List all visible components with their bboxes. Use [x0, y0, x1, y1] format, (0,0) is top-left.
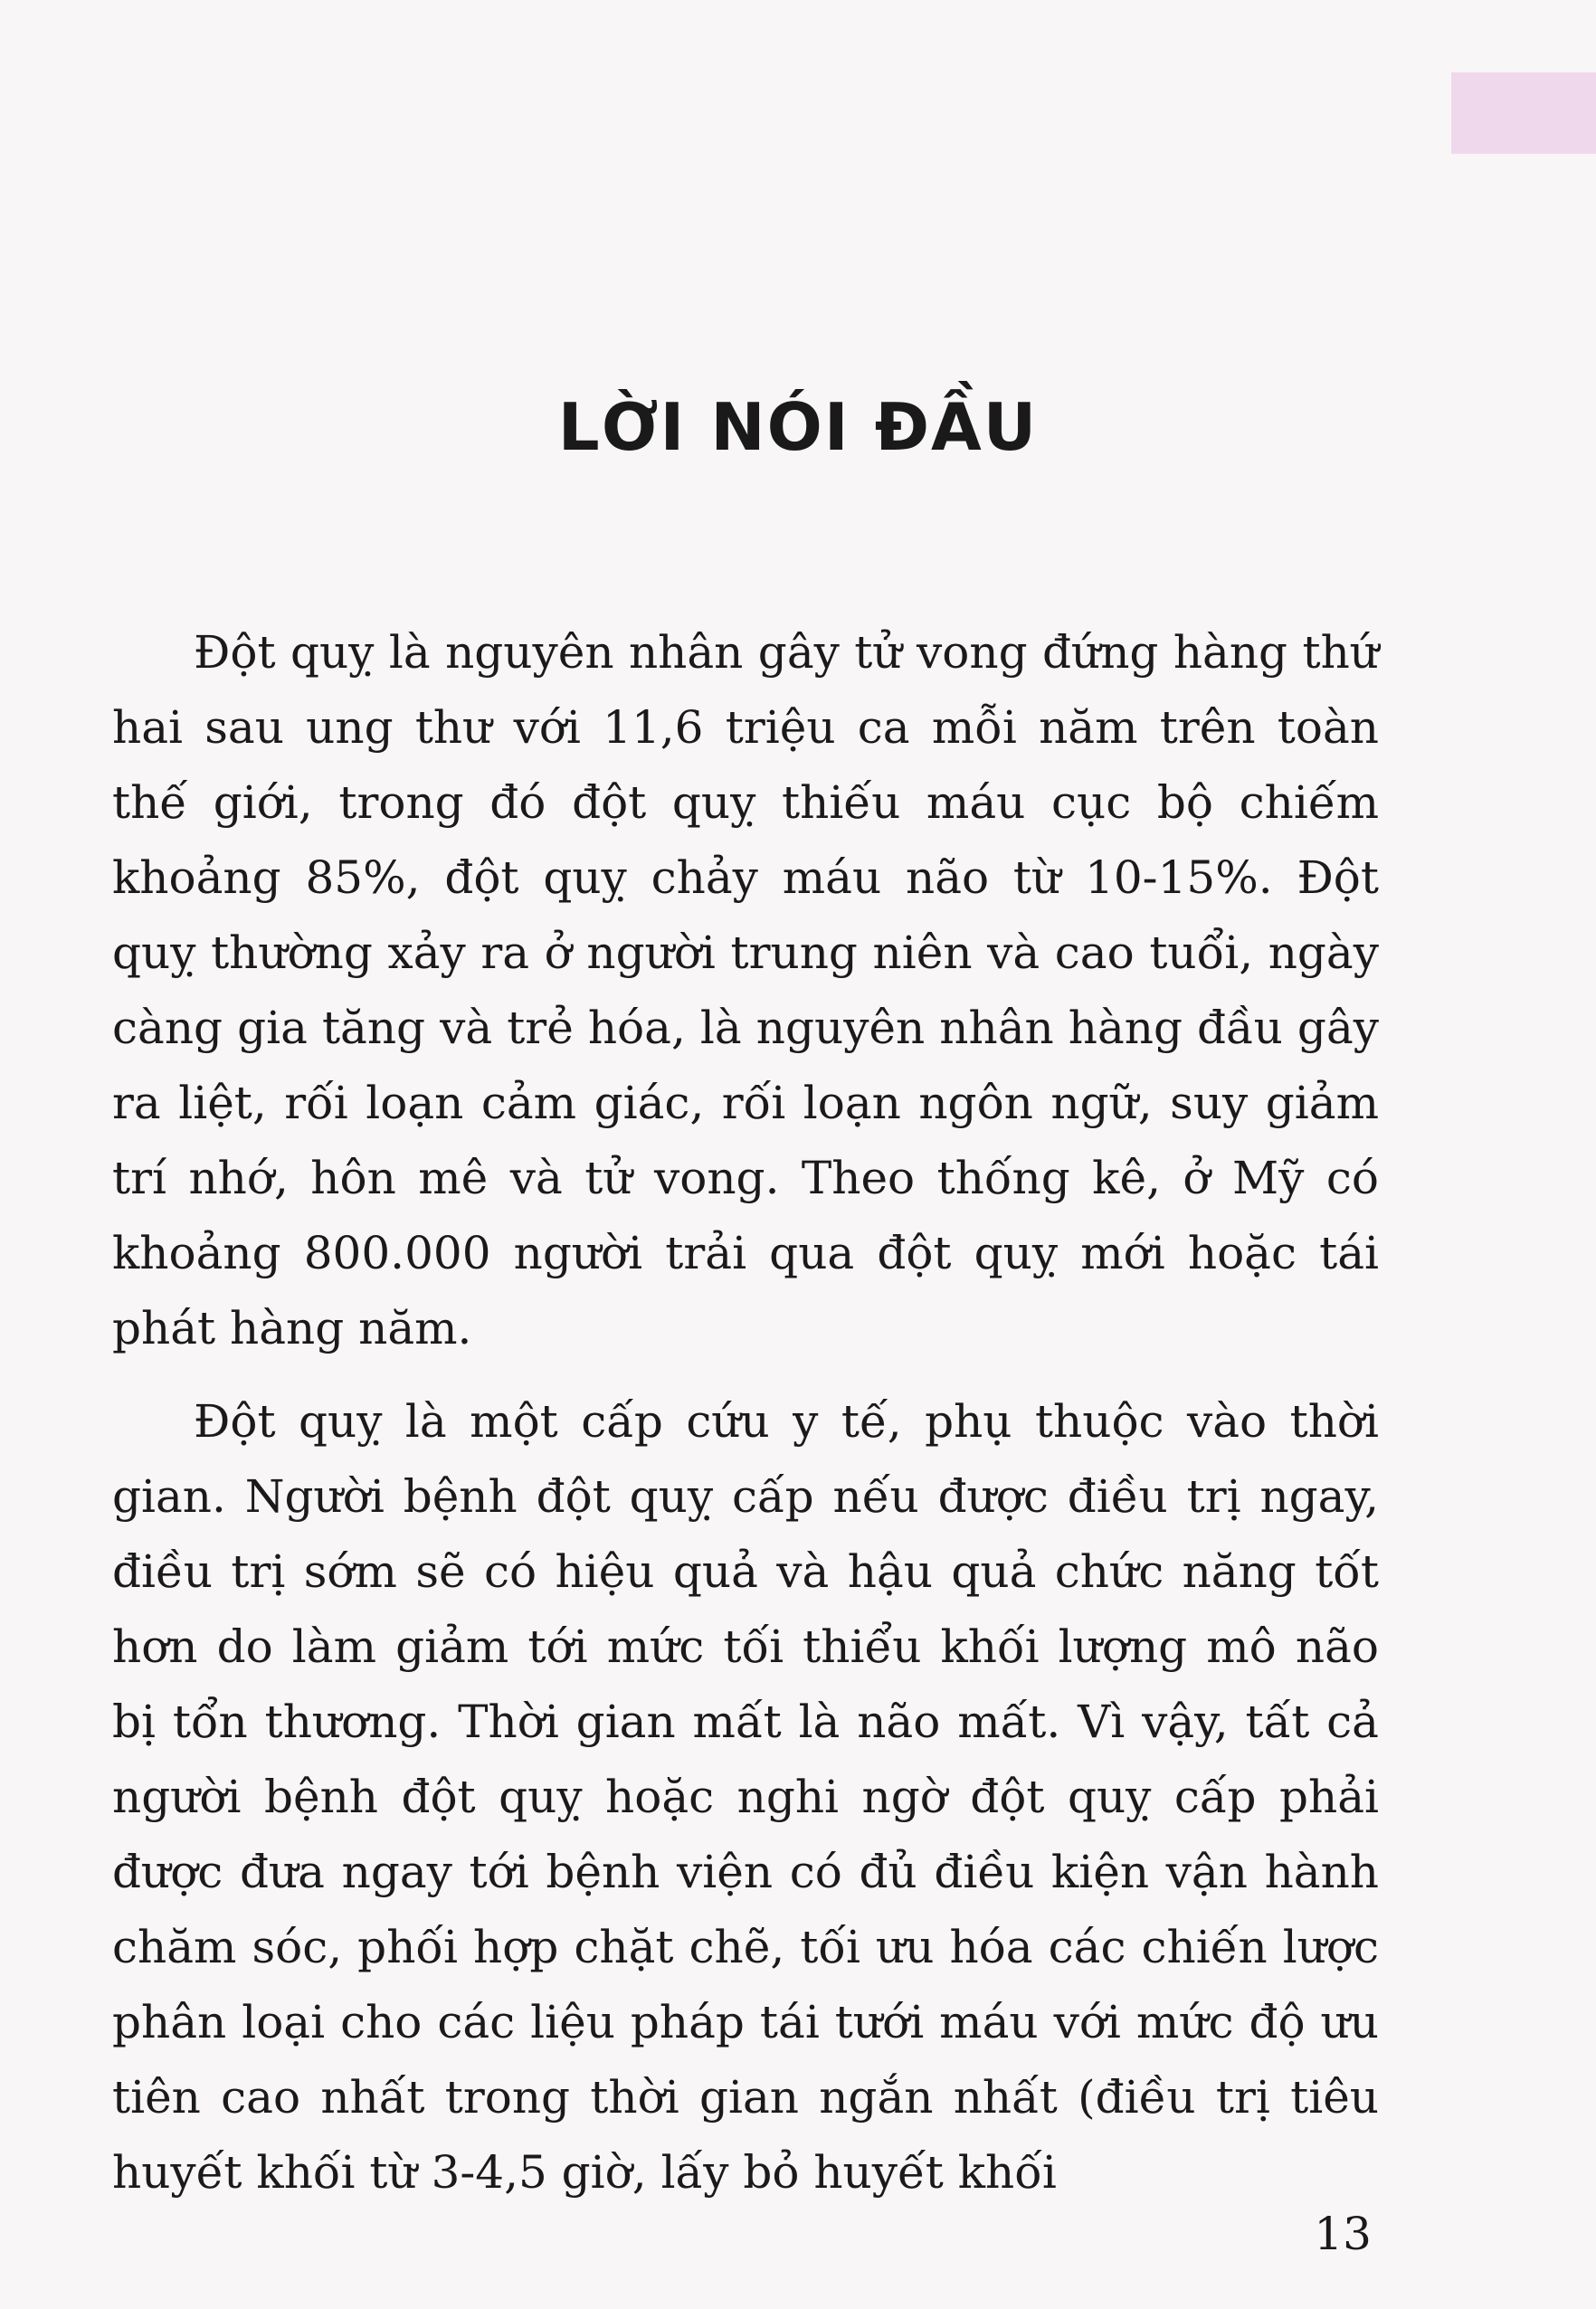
page-number: 13 [1314, 2208, 1372, 2260]
paragraph: Đột quỵ là nguyên nhân gây tử vong đứng hàng thứ hai sau ung thư với 11,6 triệu ca mỗi năm trên toàn thế giới, trong đó đột quỵ thiếu máu cục bộ chiếm khoảng 85%, đột quỵ chảy máu não từ 10-15%. Đột quỵ thường xảy ra ở người trung niên và cao tuổi, ngày càng gia tăng và trẻ hóa, là nguyên nhân hàng đầu gây ra liệt, rối loạn cảm giác, rối loạn ngôn ngữ, suy giảm trí nhớ, hôn mê và tử vong. Theo thống kê, ở Mỹ có khoảng 800.000 người trải qua đột quỵ mới hoặc tái phát hàng năm. [112, 626, 1379, 1354]
page-title: LỜI NÓI ĐẦU [557, 389, 1039, 465]
page-edge-tab [1451, 72, 1596, 154]
body-text [112, 615, 1379, 2228]
paragraph: Đột quỵ là một cấp cứu y tế, phụ thuộc vào thời gian. Người bệnh đột quỵ cấp nếu được điều trị ngay, điều trị sớm sẽ có hiệu quả và hậu quả chức năng tốt hơn do làm giảm tới mức tối thiểu khối lượng mô não bị tổn thương. Thời gian mất là não mất. Vì vậy, tất cả người bệnh đột quỵ hoặc nghi ngờ đột quỵ cấp phải được đưa ngay tới bệnh viện có đủ điều kiện vận hành chăm sóc, phối hợp chặt chẽ, tối ưu hóa các chiến lược phân loại cho các liệu pháp tái tưới máu với mức độ ưu tiên cao nhất trong thời gian ngắn nhất (điều trị tiêu huyết khối từ 3-4,5 giờ, lấy bỏ huyết khối [112, 1395, 1379, 2199]
